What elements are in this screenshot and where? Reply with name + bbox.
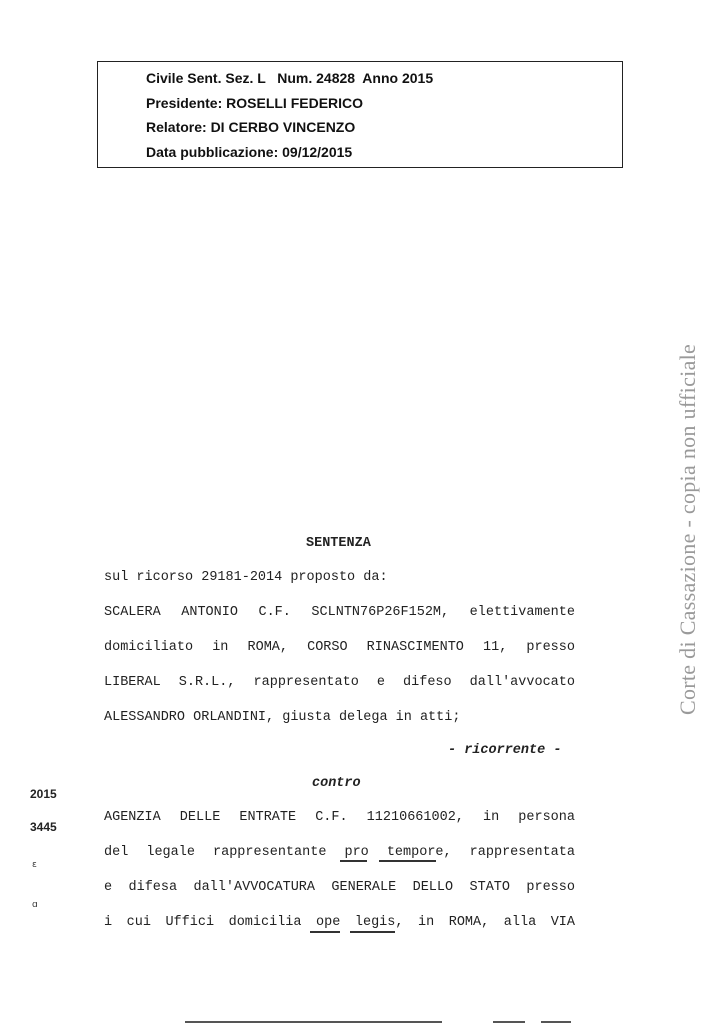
party2-line: i cui Uffici domicilia ope legis, in ROMA, alla VIA [104, 915, 575, 930]
intro-line: sul ricorso 29181-2014 proposto da: [104, 570, 388, 585]
party1-line: SCALERA ANTONIO C.F. SCLNTN76P26F152M, elettivamente [104, 605, 575, 620]
margin-mark: ɛ [32, 860, 37, 870]
footer-rule [493, 1021, 525, 1023]
handwritten-underline [310, 931, 340, 933]
handwritten-underline [379, 860, 436, 862]
party2-line: e difesa dall'AVVOCATURA GENERALE DELLO STATO presso [104, 880, 575, 895]
footer-rule [541, 1021, 571, 1023]
role-ricorrente: - ricorrente - [448, 743, 562, 758]
party1-line: LIBERAL S.R.L., rappresentato e difeso dall'avvocato [104, 675, 575, 690]
handwritten-underline [350, 931, 395, 933]
party1-line: ALESSANDRO ORLANDINI, giusta delega in atti; [104, 710, 461, 725]
side-number: 3445 [30, 820, 57, 834]
header-section-line: Civile Sent. Sez. L Num. 24828 Anno 2015 [146, 70, 434, 86]
party2-line: del legale rappresentante pro tempore, rappresentata [104, 845, 575, 860]
party2-line: AGENZIA DELLE ENTRATE C.F. 11210661002, in persona [104, 810, 575, 825]
header-president: Presidente: ROSELLI FEDERICO [146, 95, 364, 111]
side-year: 2015 [30, 787, 57, 801]
header-box [97, 61, 623, 168]
watermark: Corte di Cassazione - copia non ufficiale [675, 343, 700, 715]
contro-label: contro [312, 776, 361, 791]
handwritten-underline [340, 860, 367, 862]
footer-rule [185, 1021, 442, 1023]
header-rapporteur: Relatore: DI CERBO VINCENZO [146, 119, 356, 135]
party1-line: domiciliato in ROMA, CORSO RINASCIMENTO 11, presso [104, 640, 575, 655]
header-publication-date: Data pubblicazione: 09/12/2015 [146, 144, 353, 160]
document-title: SENTENZA [306, 536, 371, 551]
margin-mark: ɑ [32, 900, 38, 910]
